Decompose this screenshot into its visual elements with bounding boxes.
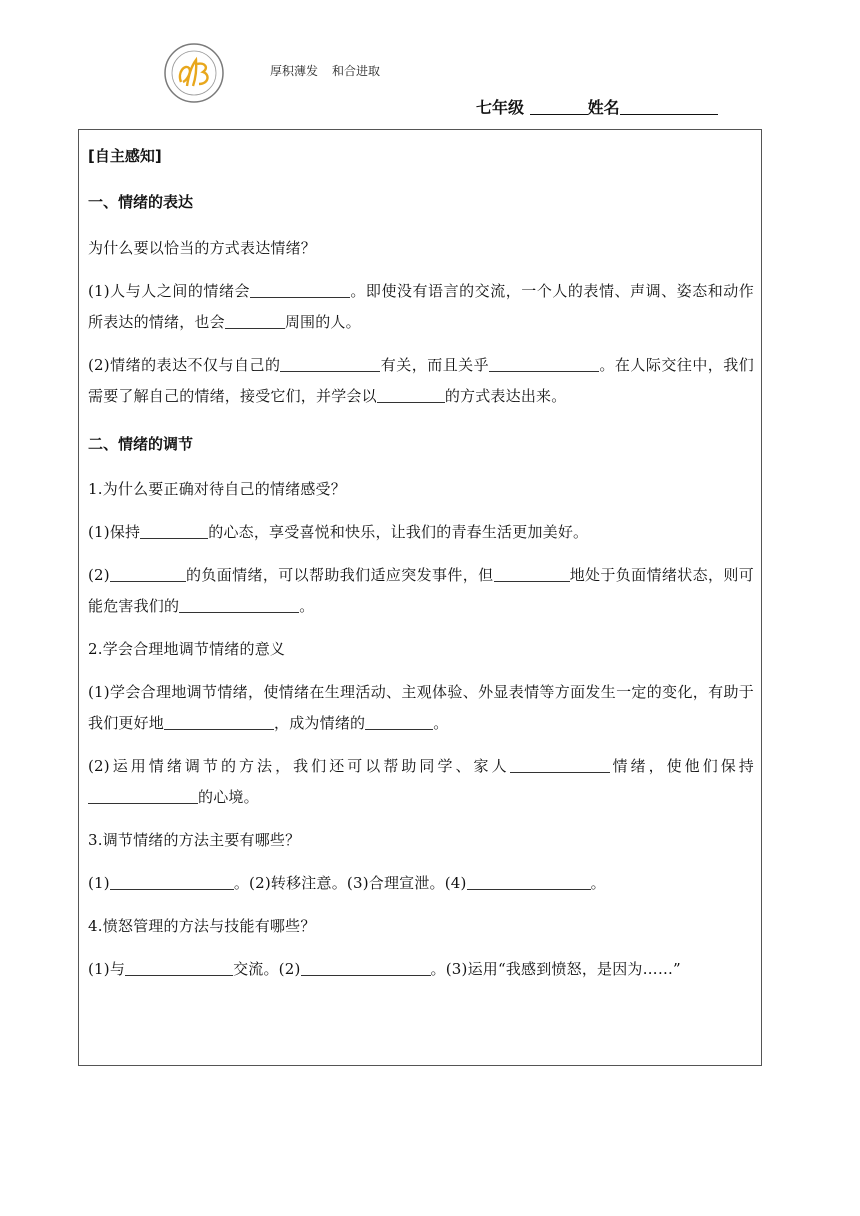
q4-answer [88, 954, 754, 985]
school-seal-icon [163, 42, 225, 104]
part1-answer-1 [88, 276, 754, 338]
part1-title: 一、情绪的表达 [88, 193, 194, 211]
part1-question: 为什么要以恰当的方式表达情绪？ [88, 239, 317, 257]
text: 。 [433, 714, 449, 732]
text: 。即使没有语言的交流，一个人的表情、声调、姿态和动作所表达的情绪，也会 [88, 282, 755, 331]
part2-question-2: 2.学会合理地调节情绪的意义 [88, 640, 286, 658]
worksheet-content [88, 144, 754, 985]
text: (1) [88, 874, 110, 892]
text: 地处于负面情绪状态，则可能危害我们的 [88, 566, 754, 615]
part2-question-1: 1.为什么要正确对待自己的情绪感受？ [88, 480, 346, 498]
q1-answer-1 [88, 517, 754, 548]
section-tag: [自主感知] [88, 147, 162, 165]
fill-blank[interactable] [280, 356, 380, 372]
text: 情绪，使他们保持 [609, 757, 755, 775]
fill-blank[interactable] [510, 757, 610, 773]
school-motto [270, 62, 380, 79]
part2-question-3: 3.调节情绪的方法主要有哪些？ [88, 831, 301, 849]
fill-blank[interactable] [125, 960, 233, 976]
grade-name-line [476, 95, 718, 118]
fill-blank[interactable] [250, 282, 350, 298]
text: 交流。(2) [233, 960, 301, 978]
fill-blank[interactable] [179, 597, 299, 613]
text: 的负面情绪，可以帮助我们适应突发事件，但 [185, 566, 494, 584]
text: 的方式表达出来。 [444, 387, 567, 405]
class-blank[interactable] [530, 98, 588, 115]
part2-question-4: 4.愤怒管理的方法与技能有哪些？ [88, 917, 316, 935]
fill-blank[interactable] [225, 313, 285, 329]
text: 。(2)转移注意。(3)合理宣泄。(4) [233, 874, 467, 892]
fill-blank[interactable] [365, 714, 433, 730]
fill-blank[interactable] [494, 566, 570, 582]
name-label: 姓名 [587, 98, 620, 117]
text: 。(3)运用“我感到愤怒，是因为……” [430, 960, 681, 978]
fill-blank[interactable] [110, 874, 234, 890]
part2-title: 二、情绪的调节 [88, 435, 194, 453]
grade-label: 七年级 [476, 98, 525, 117]
q1-answer-2 [88, 560, 754, 622]
fill-blank[interactable] [377, 387, 445, 403]
fill-blank[interactable] [140, 523, 208, 539]
text: 。在人际交往中，我们需要了解自己的情绪，接受它们，并学会以 [88, 356, 754, 405]
q2-answer-2 [88, 751, 754, 813]
text: (1)保持 [88, 523, 141, 541]
fill-blank[interactable] [110, 566, 186, 582]
fill-blank[interactable] [164, 714, 274, 730]
worksheet-frame [78, 129, 762, 1066]
text: 周围的人。 [284, 313, 361, 331]
text: (2)情绪的表达不仅与自己的 [88, 356, 281, 374]
text: 的心态，享受喜悦和快乐，让我们的青春生活更加美好。 [208, 523, 589, 541]
fill-blank[interactable] [489, 356, 599, 372]
part1-answer-2 [88, 350, 754, 412]
text: 的心境。 [198, 788, 259, 806]
text: (1)与 [88, 960, 126, 978]
text: (1)人与人之间的情绪会 [88, 282, 251, 300]
text: 有关，而且关乎 [380, 356, 490, 374]
q3-answer [88, 868, 754, 899]
text: 。 [590, 874, 606, 892]
name-blank[interactable] [620, 98, 718, 115]
motto-part-1: 厚积薄发 [270, 64, 319, 78]
text: (1)学会合理地调节情绪，使情绪在生理活动、主观体验、外显表情等方面发生一定的变化，有助于我们更好地 [88, 683, 754, 732]
fill-blank[interactable] [88, 788, 198, 804]
fill-blank[interactable] [467, 874, 591, 890]
text: (2) [88, 566, 110, 584]
text: ，成为情绪的 [274, 714, 366, 732]
text: 。 [299, 597, 315, 615]
text: (2)运用情绪调节的方法，我们还可以帮助同学、家人 [88, 757, 510, 775]
q2-answer-1 [88, 677, 754, 739]
fill-blank[interactable] [301, 960, 431, 976]
motto-part-2: 和合进取 [332, 64, 381, 78]
